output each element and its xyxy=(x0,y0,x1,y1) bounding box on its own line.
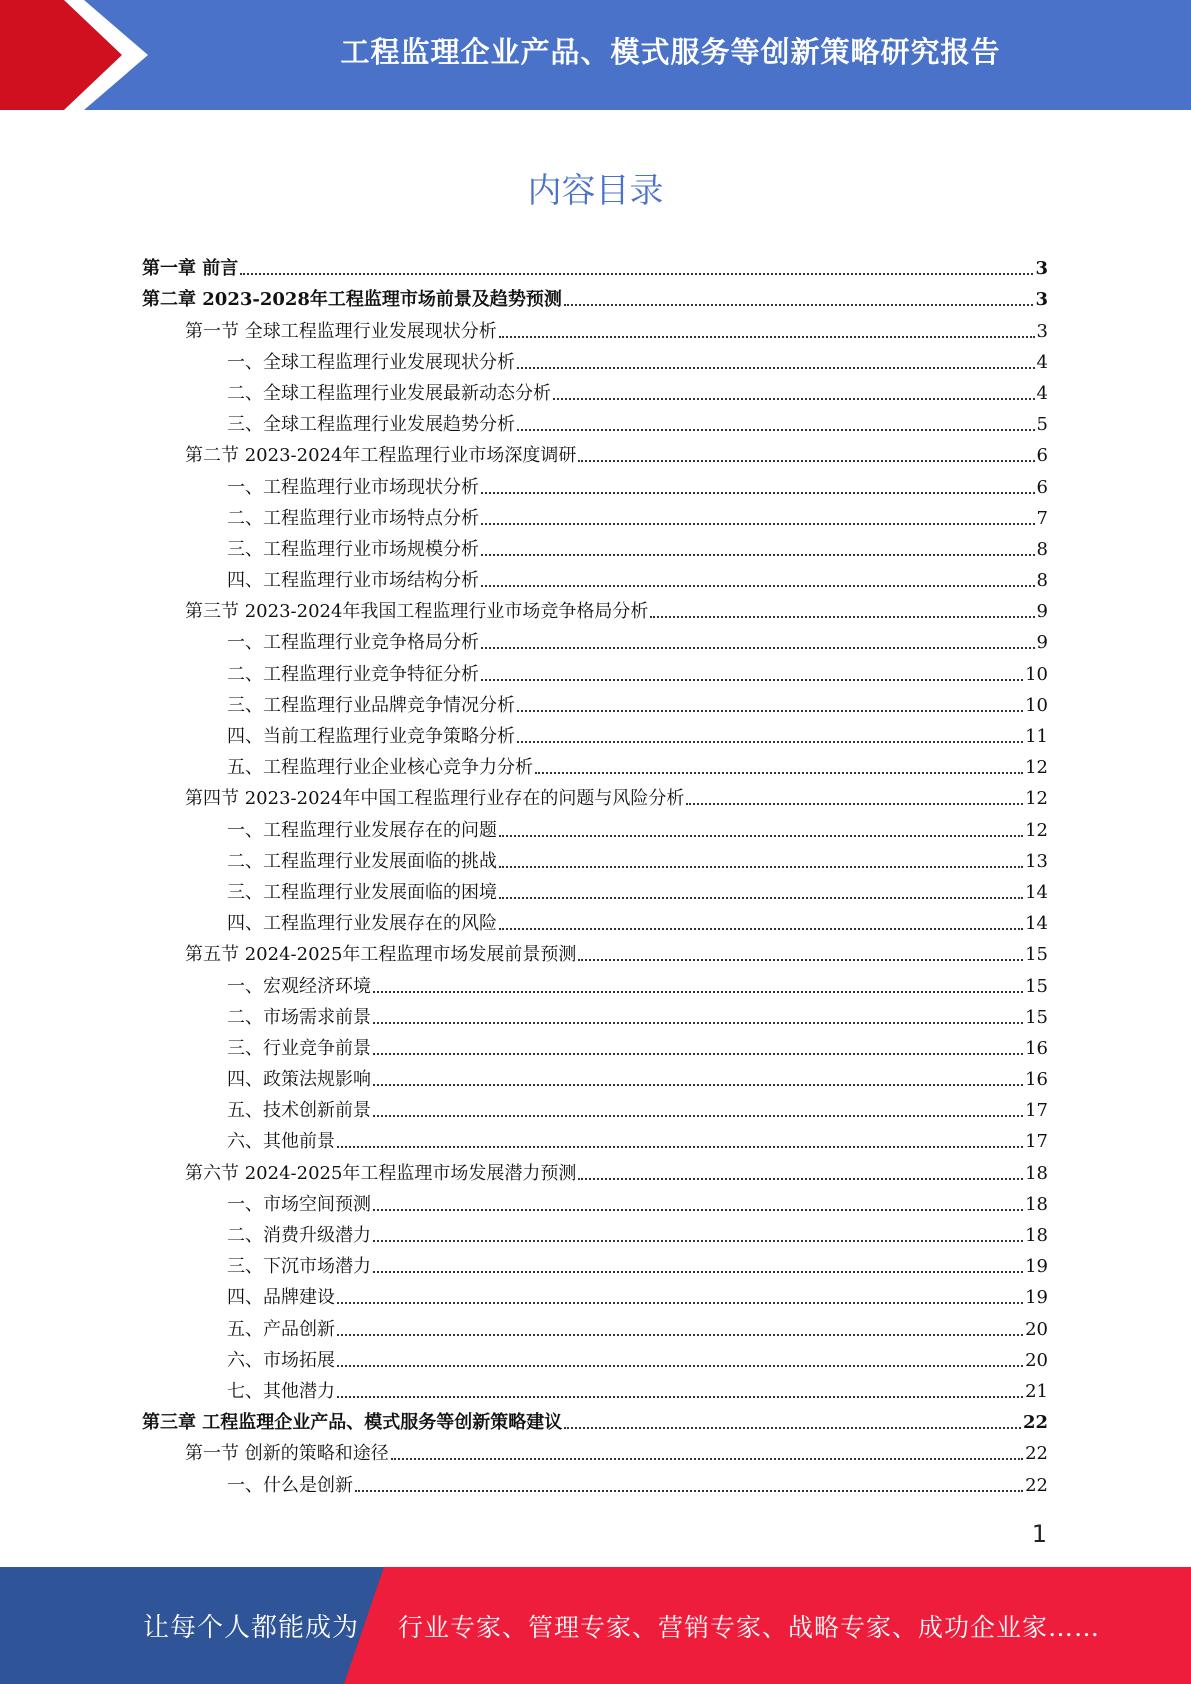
toc-entry-page: 18 xyxy=(1025,1162,1048,1184)
toc-dot-leader xyxy=(481,523,1035,525)
toc-entry[interactable] xyxy=(142,752,1048,783)
report-footer xyxy=(0,1567,1191,1684)
toc-dot-leader xyxy=(499,866,1023,868)
toc-entry-page: 20 xyxy=(1025,1318,1048,1340)
toc-entry-page: 18 xyxy=(1025,1225,1048,1246)
report-title: 工程监理企业产品、模式服务等创新策略研究报告 xyxy=(340,34,1001,69)
toc-entry-label: 四、工程监理行业发展存在的风险 xyxy=(227,913,497,935)
toc-entry[interactable] xyxy=(142,596,1048,627)
toc-entry-page: 22 xyxy=(1025,1474,1048,1496)
toc-entry-label: 第一节 创新的策略和途径 xyxy=(185,1443,389,1465)
toc-dot-leader xyxy=(481,647,1035,649)
toc-dot-leader xyxy=(517,741,1023,743)
toc-entry-page: 5 xyxy=(1036,414,1048,436)
toc-dot-leader xyxy=(578,1178,1023,1180)
toc-entry[interactable] xyxy=(142,1407,1048,1438)
toc-entry-label: 四、政策法规影响 xyxy=(227,1069,371,1091)
toc-entry-label: 七、其他潜力 xyxy=(227,1380,335,1402)
toc-entry[interactable] xyxy=(142,1345,1048,1376)
toc-entry-label: 一、工程监理行业竞争格局分析 xyxy=(227,632,479,654)
toc-entry-label: 三、行业竞争前景 xyxy=(227,1037,371,1059)
toc-dot-leader xyxy=(337,1146,1023,1148)
toc-dot-leader xyxy=(553,398,1035,400)
toc-entry-label: 一、宏观经济环境 xyxy=(227,975,371,997)
toc-dot-leader xyxy=(337,1334,1023,1336)
toc-entry[interactable] xyxy=(142,1033,1048,1064)
toc-entry-page: 8 xyxy=(1036,538,1048,560)
toc-entry-label: 四、当前工程监理行业竞争策略分析 xyxy=(227,726,515,747)
toc-entry-page: 12 xyxy=(1025,788,1048,810)
toc-entry-page: 7 xyxy=(1036,507,1048,529)
footer-slogan-left: 让每个人都能成为 xyxy=(143,1613,360,1643)
toc-dot-leader xyxy=(391,1458,1023,1460)
toc-entry[interactable] xyxy=(142,1282,1048,1313)
toc-entry-page: 15 xyxy=(1025,944,1048,966)
toc-entry[interactable] xyxy=(142,409,1048,440)
toc-entry[interactable] xyxy=(142,721,1048,752)
toc-entry[interactable] xyxy=(142,1189,1048,1220)
toc-entry-page: 4 xyxy=(1036,382,1048,404)
toc-entry-label: 第四节 2023-2024年中国工程监理行业存在的问题与风险分析 xyxy=(185,788,685,810)
toc-entry[interactable] xyxy=(142,253,1048,284)
toc-entry[interactable] xyxy=(142,1064,1048,1095)
toc-entry[interactable] xyxy=(142,658,1048,689)
toc-dot-leader xyxy=(499,336,1035,338)
toc-entry-page: 6 xyxy=(1036,476,1048,498)
toc-entry[interactable] xyxy=(142,1157,1048,1188)
toc-entry-page: 12 xyxy=(1025,819,1048,841)
toc-entry[interactable] xyxy=(142,1251,1048,1282)
toc-entry-label: 二、工程监理行业发展面临的挑战 xyxy=(227,850,497,872)
toc-entry-label: 一、市场空间预测 xyxy=(227,1193,371,1215)
toc-entry[interactable] xyxy=(142,378,1048,409)
toc-entry-page: 18 xyxy=(1025,1193,1048,1215)
toc-entry[interactable] xyxy=(142,783,1048,814)
toc-dot-leader xyxy=(337,1396,1023,1398)
toc-dot-leader xyxy=(578,460,1034,462)
toc-dot-leader xyxy=(686,803,1023,805)
toc-entry-label: 五、工程监理行业企业核心竞争力分析 xyxy=(227,757,533,779)
toc-entry-label: 第一章 前言 xyxy=(142,258,239,280)
toc-dot-leader xyxy=(499,897,1023,899)
toc-dot-leader xyxy=(578,959,1023,961)
toc-entry[interactable] xyxy=(142,284,1048,315)
toc-entry-page: 22 xyxy=(1022,1412,1048,1434)
toc-entry-label: 第二节 2023-2024年工程监理行业市场深度调研 xyxy=(185,445,577,467)
toc-entry-page: 6 xyxy=(1036,445,1048,467)
toc-entry[interactable] xyxy=(142,970,1048,1001)
toc-entry-label: 第二章 2023-2028年工程监理市场前景及趋势预测 xyxy=(142,289,562,311)
report-header xyxy=(0,0,1191,110)
toc-entry-label: 二、全球工程监理行业发展最新动态分析 xyxy=(227,382,551,404)
toc-dot-leader xyxy=(337,1365,1023,1367)
toc-entry[interactable] xyxy=(142,1126,1048,1157)
toc-entry[interactable] xyxy=(142,939,1048,970)
toc-entry-page: 17 xyxy=(1025,1131,1048,1153)
toc-entry-page: 16 xyxy=(1025,1037,1048,1059)
toc-entry-label: 四、工程监理行业市场结构分析 xyxy=(227,570,479,592)
toc-entry[interactable] xyxy=(142,908,1048,939)
toc-entry[interactable] xyxy=(142,534,1048,565)
toc-entry-page: 19 xyxy=(1025,1287,1048,1309)
toc-entry-page: 14 xyxy=(1025,913,1048,935)
toc-entry-label: 第三章 工程监理企业产品、模式服务等创新策略建议 xyxy=(142,1412,563,1434)
toc-entry-label: 第六节 2024-2025年工程监理市场发展潜力预测 xyxy=(185,1162,577,1184)
toc-entry-page: 22 xyxy=(1025,1443,1048,1465)
toc-entry-page: 8 xyxy=(1036,570,1048,592)
toc-entry-label: 六、其他前景 xyxy=(227,1131,335,1153)
toc-entry-label: 三、工程监理行业品牌竞争情况分析 xyxy=(227,694,515,716)
toc-entry[interactable] xyxy=(142,315,1048,346)
toc-dot-leader xyxy=(481,585,1035,587)
toc-entry[interactable] xyxy=(142,440,1048,471)
toc-dot-leader xyxy=(535,772,1023,774)
toc-entry-label: 六、市场拓展 xyxy=(227,1349,335,1371)
toc-entry-label: 三、工程监理行业市场规模分析 xyxy=(227,538,479,560)
toc-heading: 内容目录 xyxy=(527,171,664,211)
toc-entry[interactable] xyxy=(142,1220,1048,1251)
toc-entry-page: 3 xyxy=(1036,320,1048,342)
toc-entry-page: 9 xyxy=(1036,601,1048,623)
toc-dot-leader xyxy=(481,554,1035,556)
toc-dot-leader xyxy=(650,616,1034,618)
toc-entry[interactable] xyxy=(142,1376,1048,1407)
toc-entry-page: 20 xyxy=(1025,1349,1048,1371)
toc-entry-label: 二、工程监理行业市场特点分析 xyxy=(227,507,479,529)
toc-entry[interactable] xyxy=(142,471,1048,502)
toc-entry-label: 二、消费升级潜力 xyxy=(227,1225,371,1246)
toc-entry-page: 3 xyxy=(1035,258,1048,280)
toc-entry-page: 12 xyxy=(1025,757,1048,779)
toc-entry-page: 15 xyxy=(1025,1006,1048,1028)
toc-dot-leader xyxy=(373,991,1023,993)
toc-entry-page: 13 xyxy=(1025,850,1048,872)
toc-entry[interactable] xyxy=(142,565,1048,596)
toc-entry-page: 10 xyxy=(1025,694,1048,716)
toc-entry-label: 三、全球工程监理行业发展趋势分析 xyxy=(227,414,515,436)
toc-dot-leader xyxy=(373,1084,1023,1086)
toc-dot-leader xyxy=(373,1115,1023,1117)
toc-entry-label: 二、工程监理行业竞争特征分析 xyxy=(227,663,479,685)
table-of-contents xyxy=(142,253,1048,1501)
toc-entry[interactable] xyxy=(142,1469,1048,1500)
toc-dot-leader xyxy=(517,367,1035,369)
toc-dot-leader xyxy=(481,492,1035,494)
toc-dot-leader xyxy=(499,928,1023,930)
toc-entry-page: 14 xyxy=(1025,881,1048,903)
toc-entry-label: 二、市场需求前景 xyxy=(227,1006,371,1028)
toc-dot-leader xyxy=(337,1302,1023,1304)
toc-entry-label: 第五节 2024-2025年工程监理市场发展前景预测 xyxy=(185,944,577,966)
toc-entry-label: 一、工程监理行业发展存在的问题 xyxy=(227,819,497,841)
toc-dot-leader xyxy=(481,679,1023,681)
toc-entry-page: 16 xyxy=(1025,1069,1048,1091)
toc-entry-page: 10 xyxy=(1025,663,1048,685)
toc-entry[interactable] xyxy=(142,1095,1048,1126)
toc-dot-leader xyxy=(373,1271,1023,1273)
toc-entry-label: 第一节 全球工程监理行业发展现状分析 xyxy=(185,320,497,342)
toc-entry-label: 四、品牌建设 xyxy=(227,1287,335,1309)
toc-entry-label: 三、工程监理行业发展面临的困境 xyxy=(227,881,497,903)
toc-entry-label: 一、工程监理行业市场现状分析 xyxy=(227,476,479,498)
toc-dot-leader xyxy=(564,304,1034,306)
toc-entry[interactable] xyxy=(142,1438,1048,1469)
toc-dot-leader xyxy=(373,1053,1023,1055)
toc-entry-label: 三、下沉市场潜力 xyxy=(227,1256,371,1278)
toc-entry[interactable] xyxy=(142,814,1048,845)
toc-entry[interactable] xyxy=(142,1002,1048,1033)
toc-entry-label: 第三节 2023-2024年我国工程监理行业市场竞争格局分析 xyxy=(185,601,649,623)
toc-dot-leader xyxy=(240,273,1033,275)
toc-entry-label: 一、什么是创新 xyxy=(227,1474,353,1496)
toc-entry[interactable] xyxy=(142,347,1048,378)
toc-entry[interactable] xyxy=(142,503,1048,534)
page-number: 1 xyxy=(1031,1520,1047,1548)
footer-slogan-right: 行业专家、管理专家、营销专家、战略专家、成功企业家…… xyxy=(398,1612,1101,1642)
toc-entry-label: 五、技术创新前景 xyxy=(227,1100,371,1122)
toc-entry[interactable] xyxy=(142,690,1048,721)
toc-entry-page: 3 xyxy=(1035,289,1048,311)
toc-entry-page: 4 xyxy=(1036,351,1048,373)
toc-dot-leader xyxy=(355,1490,1023,1492)
toc-entry[interactable] xyxy=(142,1313,1048,1344)
toc-entry-page: 15 xyxy=(1025,975,1048,997)
toc-entry-page: 21 xyxy=(1025,1380,1048,1402)
toc-dot-leader xyxy=(373,1240,1023,1242)
toc-entry-page: 17 xyxy=(1025,1100,1048,1122)
toc-dot-leader xyxy=(499,835,1023,837)
toc-dot-leader xyxy=(517,710,1023,712)
toc-entry[interactable] xyxy=(142,877,1048,908)
toc-dot-leader xyxy=(517,429,1035,431)
toc-entry-label: 一、全球工程监理行业发展现状分析 xyxy=(227,351,515,373)
toc-entry-page: 9 xyxy=(1036,632,1048,654)
toc-entry-page: 11 xyxy=(1025,726,1048,747)
toc-dot-leader xyxy=(564,1427,1021,1429)
toc-entry-page: 19 xyxy=(1025,1256,1048,1278)
toc-entry-label: 五、产品创新 xyxy=(227,1318,335,1340)
toc-entry[interactable] xyxy=(142,846,1048,877)
toc-dot-leader xyxy=(373,1209,1023,1211)
toc-entry[interactable] xyxy=(142,627,1048,658)
toc-dot-leader xyxy=(373,1022,1023,1024)
